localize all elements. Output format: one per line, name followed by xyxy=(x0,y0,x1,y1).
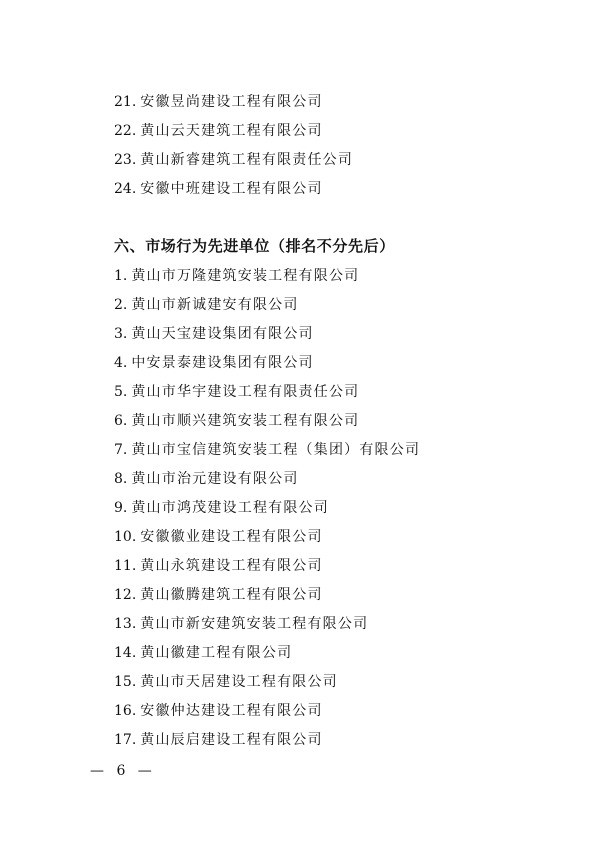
company-name: 安徽仲达建设工程有限公司 xyxy=(140,703,323,719)
item-number: 10. xyxy=(114,529,137,545)
list-item xyxy=(114,378,420,407)
company-name: 黄山市万隆建筑安装工程有限公司 xyxy=(131,268,360,284)
advanced-units-list xyxy=(114,262,420,755)
item-number: 15. xyxy=(114,674,137,690)
list-item xyxy=(114,523,420,552)
previous-company-list xyxy=(114,88,353,204)
company-name: 安徽中班建设工程有限公司 xyxy=(140,181,323,197)
page-number: — 6 — xyxy=(90,763,156,779)
list-item xyxy=(114,349,420,378)
item-number: 9. xyxy=(114,500,128,516)
company-name: 黄山市新诚建安有限公司 xyxy=(131,297,299,313)
list-item xyxy=(114,697,420,726)
item-number: 11. xyxy=(114,558,137,574)
company-name: 黄山市华宇建设工程有限责任公司 xyxy=(131,384,360,400)
item-number: 2. xyxy=(114,297,128,313)
list-item xyxy=(114,668,420,697)
item-number: 23. xyxy=(114,152,137,168)
list-item xyxy=(114,581,420,610)
item-number: 7. xyxy=(114,442,128,458)
list-item xyxy=(114,88,353,117)
item-number: 22. xyxy=(114,123,137,139)
item-number: 1. xyxy=(114,268,128,284)
item-number: 4. xyxy=(114,355,128,371)
list-item xyxy=(114,494,420,523)
company-name: 黄山云天建筑工程有限公司 xyxy=(140,123,323,139)
company-name: 黄山市天居建设工程有限公司 xyxy=(140,674,338,690)
item-number: 6. xyxy=(114,413,128,429)
item-number: 12. xyxy=(114,587,137,603)
company-name: 安徽昱尚建设工程有限公司 xyxy=(140,94,323,110)
company-name: 安徽徽业建设工程有限公司 xyxy=(140,529,323,545)
company-name: 黄山市宝信建筑安装工程（集团）有限公司 xyxy=(131,442,421,458)
company-name: 黄山辰启建设工程有限公司 xyxy=(140,732,323,748)
item-number: 21. xyxy=(114,94,137,110)
company-name: 黄山新睿建筑工程有限责任公司 xyxy=(140,152,354,168)
list-item xyxy=(114,726,420,755)
item-number: 8. xyxy=(114,471,128,487)
item-number: 17. xyxy=(114,732,137,748)
list-item xyxy=(114,552,420,581)
list-item xyxy=(114,175,353,204)
company-name: 黄山市治元建设有限公司 xyxy=(131,471,299,487)
list-item xyxy=(114,117,353,146)
company-name: 黄山市鸿茂建设工程有限公司 xyxy=(131,500,329,516)
company-name: 黄山永筑建设工程有限公司 xyxy=(140,558,323,574)
item-number: 14. xyxy=(114,645,137,661)
item-number: 13. xyxy=(114,616,137,632)
list-item xyxy=(114,436,420,465)
list-item xyxy=(114,291,420,320)
item-number: 24. xyxy=(114,181,137,197)
item-number: 3. xyxy=(114,326,128,342)
list-item xyxy=(114,262,420,291)
company-name: 黄山徽腾建筑工程有限公司 xyxy=(140,587,323,603)
list-item xyxy=(114,146,353,175)
list-item xyxy=(114,465,420,494)
company-name: 黄山天宝建设集团有限公司 xyxy=(131,326,314,342)
company-name: 黄山市顺兴建筑安装工程有限公司 xyxy=(131,413,360,429)
list-item xyxy=(114,320,420,349)
list-item xyxy=(114,610,420,639)
list-item xyxy=(114,639,420,668)
company-name: 中安景泰建设集团有限公司 xyxy=(131,355,314,371)
item-number: 5. xyxy=(114,384,128,400)
section-heading: 六、市场行为先进单位（排名不分先后） xyxy=(114,237,395,255)
company-name: 黄山徽建工程有限公司 xyxy=(140,645,293,661)
company-name: 黄山市新安建筑安装工程有限公司 xyxy=(140,616,369,632)
list-item xyxy=(114,407,420,436)
item-number: 16. xyxy=(114,703,137,719)
